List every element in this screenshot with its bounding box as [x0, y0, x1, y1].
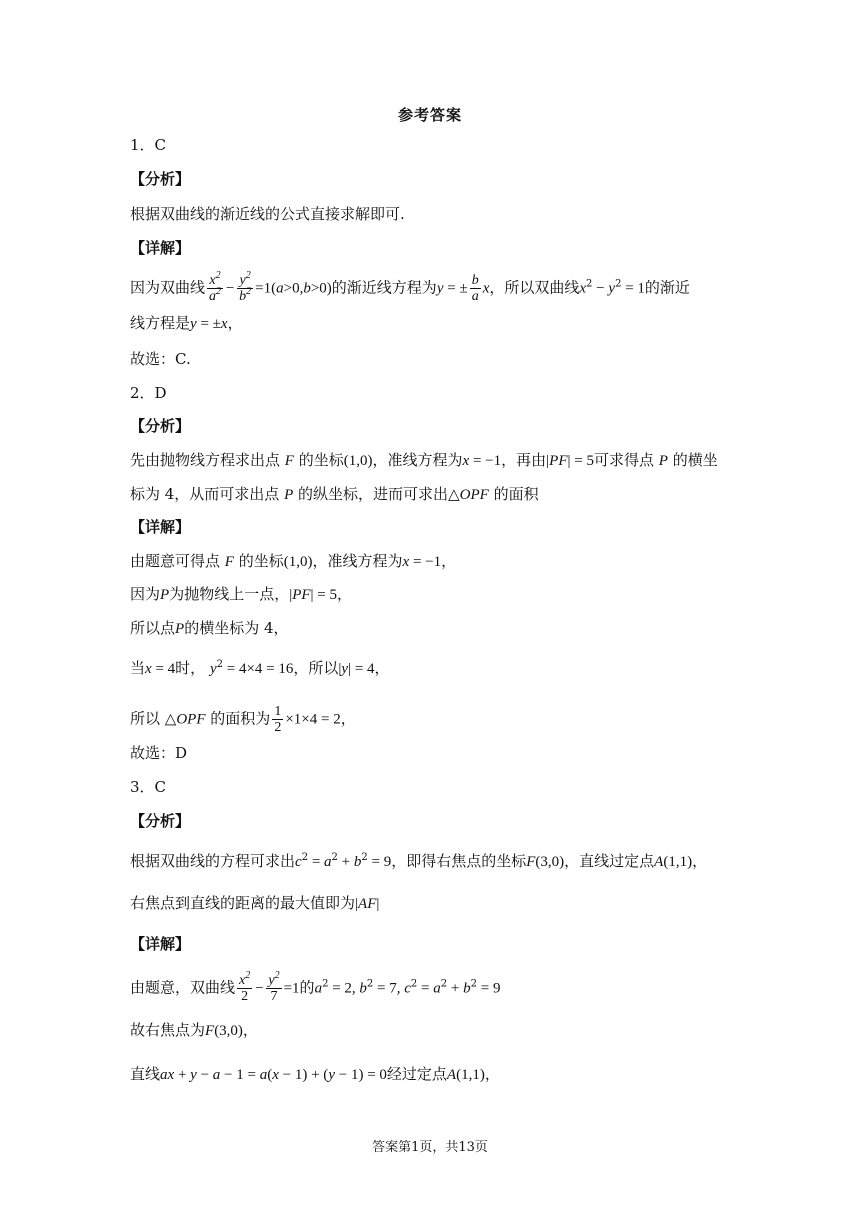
- q1-detail-line2: 线方程是y = ±x，: [130, 314, 243, 332]
- page-footer: 答案第1页，共13页: [372, 1140, 488, 1155]
- q3-analysis-label: 【分析】: [130, 812, 191, 830]
- q1-analysis-label: 【分析】: [130, 170, 191, 188]
- q3-number: 3．C: [130, 778, 167, 796]
- q3-analysis-line2: 右焦点到直线的距离的最大值即为|AF|: [130, 894, 380, 912]
- q2-detail-label: 【详解】: [130, 518, 191, 536]
- q2-detail-line5: 所以 △OPF 的面积为 $\frac{1}{2}$ ×1×4 = 2，: [130, 704, 356, 735]
- q3-detail-line2: 故右焦点为F(3,0)，: [130, 1021, 258, 1039]
- q1-analysis-text: 根据双曲线的渐近线的公式直接求解即可.: [130, 205, 405, 223]
- q2-detail-line4: 当x = 4时， $y^2 = 4\times 4 = 16$，所以|y| = 4，: [130, 659, 390, 677]
- q2-detail-line1: 由题意可得点 F 的坐标(1,0)，准线方程为x = −1，: [130, 552, 457, 570]
- q3-detail-label: 【详解】: [130, 935, 191, 953]
- q1-answer: 故选：C.: [130, 350, 191, 368]
- q2-detail-line3: 所以点P的横坐标为 4，: [130, 619, 289, 637]
- q1-detail-label: 【详解】: [130, 239, 191, 257]
- q3-detail-line3: 直线ax + y − a − 1 = a(x − 1) + (y − 1) = 0经过定点A(1,1)，: [130, 1065, 500, 1083]
- q2-detail-line2: 因为P为抛物线上一点，|PF| = 5，: [130, 585, 353, 603]
- q2-answer: 故选：D: [130, 744, 188, 762]
- q3-detail-line1: 由题意，双曲线 $\frac{x^2}{2}$ − $\frac{y^2}{7}$ =1的$a^2 = 2$, $b^2 = 7$, $c^2 = a^2 + b^2 = 9$: [130, 970, 501, 1004]
- q2-analysis-line2: 标为 4，从而可求出点 P 的纵坐标，进而可求出△OPF 的面积: [130, 485, 539, 503]
- q1-detail-line1: 因为双曲线 $\frac{x^2}{a^2}$ − $\frac{y^2}{b^2}$ =1(a>0,b>0)的渐近线方程为y = ± $\frac{b}{a}$ x，所以双曲线$x^2 - y^2 = 1$的渐近: [130, 270, 690, 304]
- q1-number: 1．C: [130, 136, 167, 154]
- q2-number: 2．D: [130, 384, 167, 402]
- page-title: 参考答案: [397, 106, 462, 124]
- q2-analysis-label: 【分析】: [130, 417, 191, 435]
- q2-analysis-line1: 先由抛物线方程求出点 F 的坐标(1,0)，准线方程为x = −1，再由|PF| = 5可求得点 P 的横坐: [130, 451, 718, 469]
- q3-analysis-line1: 根据双曲线的方程可求出$c^2 = a^2 + b^2 = 9$，即得右焦点的坐标F(3,0)，直线过定点A(1,1)，: [130, 852, 708, 870]
